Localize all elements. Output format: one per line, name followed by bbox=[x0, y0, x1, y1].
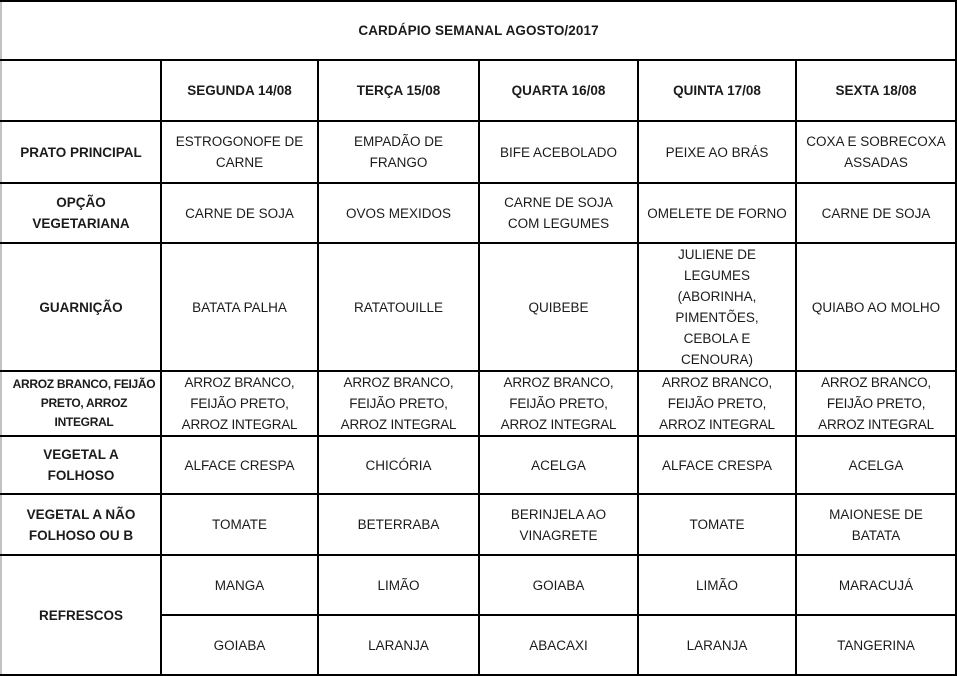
menu-cell: ESTROGONOFE DE CARNE bbox=[161, 121, 318, 183]
menu-cell: RATATOUILLE bbox=[318, 243, 479, 371]
row-label-prato-principal: PRATO PRINCIPAL bbox=[1, 121, 161, 183]
column-header-quarta: QUARTA 16/08 bbox=[479, 60, 638, 121]
menu-cell: TOMATE bbox=[161, 494, 318, 555]
menu-cell: JULIENE DE LEGUMES (ABORINHA, PIMENTÕES, CEBOLA E CENOURA) bbox=[638, 243, 796, 371]
corner-cell bbox=[1, 60, 161, 121]
menu-cell: CARNE DE SOJA bbox=[161, 183, 318, 243]
column-header-terca: TERÇA 15/08 bbox=[318, 60, 479, 121]
menu-cell: CHICÓRIA bbox=[318, 436, 479, 494]
row-label-vegetal-nao-folhoso: VEGETAL A NÃO FOLHOSO OU B bbox=[1, 494, 161, 555]
menu-cell: QUIBEBE bbox=[479, 243, 638, 371]
menu-cell: ALFACE CRESPA bbox=[161, 436, 318, 494]
menu-cell: ARROZ BRANCO, FEIJÃO PRETO, ARROZ INTEGRAL bbox=[638, 371, 796, 436]
menu-cell: CARNE DE SOJA COM LEGUMES bbox=[479, 183, 638, 243]
menu-cell: LIMÃO bbox=[318, 555, 479, 615]
menu-cell: MANGA bbox=[161, 555, 318, 615]
menu-cell: OVOS MEXIDOS bbox=[318, 183, 479, 243]
row-label-refrescos: REFRESCOS bbox=[1, 555, 161, 675]
menu-cell: CARNE DE SOJA bbox=[796, 183, 956, 243]
menu-cell: BIFE ACEBOLADO bbox=[479, 121, 638, 183]
menu-cell: ARROZ BRANCO, FEIJÃO PRETO, ARROZ INTEGRAL bbox=[161, 371, 318, 436]
menu-cell: PEIXE AO BRÁS bbox=[638, 121, 796, 183]
column-header-segunda: SEGUNDA 14/08 bbox=[161, 60, 318, 121]
menu-cell: ARROZ BRANCO, FEIJÃO PRETO, ARROZ INTEGRAL bbox=[318, 371, 479, 436]
menu-cell: ABACAXI bbox=[479, 615, 638, 675]
menu-cell: GOIABA bbox=[479, 555, 638, 615]
menu-cell: LIMÃO bbox=[638, 555, 796, 615]
row-label-vegetal-folhoso: VEGETAL A FOLHOSO bbox=[1, 436, 161, 494]
menu-cell: TOMATE bbox=[638, 494, 796, 555]
menu-cell: ARROZ BRANCO, FEIJÃO PRETO, ARROZ INTEGRAL bbox=[796, 371, 956, 436]
menu-cell: QUIABO AO MOLHO bbox=[796, 243, 956, 371]
menu-cell: OMELETE DE FORNO bbox=[638, 183, 796, 243]
menu-cell: COXA E SOBRECOXA ASSADAS bbox=[796, 121, 956, 183]
row-label-guarnicao: GUARNIÇÃO bbox=[1, 243, 161, 371]
menu-cell: ACELGA bbox=[796, 436, 956, 494]
menu-cell: LARANJA bbox=[318, 615, 479, 675]
menu-cell: TANGERINA bbox=[796, 615, 956, 675]
menu-cell: ARROZ BRANCO, FEIJÃO PRETO, ARROZ INTEGRAL bbox=[479, 371, 638, 436]
column-header-quinta: QUINTA 17/08 bbox=[638, 60, 796, 121]
menu-cell: BETERRABA bbox=[318, 494, 479, 555]
menu-cell: MAIONESE DE BATATA bbox=[796, 494, 956, 555]
menu-cell: LARANJA bbox=[638, 615, 796, 675]
row-label-opcao-vegetariana: OPÇÃO VEGETARIANA bbox=[1, 183, 161, 243]
column-header-sexta: SEXTA 18/08 bbox=[796, 60, 956, 121]
menu-cell: ALFACE CRESPA bbox=[638, 436, 796, 494]
menu-cell: GOIABA bbox=[161, 615, 318, 675]
menu-cell: BERINJELA AO VINAGRETE bbox=[479, 494, 638, 555]
menu-cell: MARACUJÁ bbox=[796, 555, 956, 615]
menu-cell: BATATA PALHA bbox=[161, 243, 318, 371]
menu-cell: EMPADÃO DE FRANGO bbox=[318, 121, 479, 183]
row-label-arroz-feijao: ARROZ BRANCO, FEIJÃO PRETO, ARROZ INTEGRAL bbox=[1, 371, 161, 436]
menu-cell: ACELGA bbox=[479, 436, 638, 494]
page-title: CARDÁPIO SEMANAL AGOSTO/2017 bbox=[1, 1, 956, 60]
